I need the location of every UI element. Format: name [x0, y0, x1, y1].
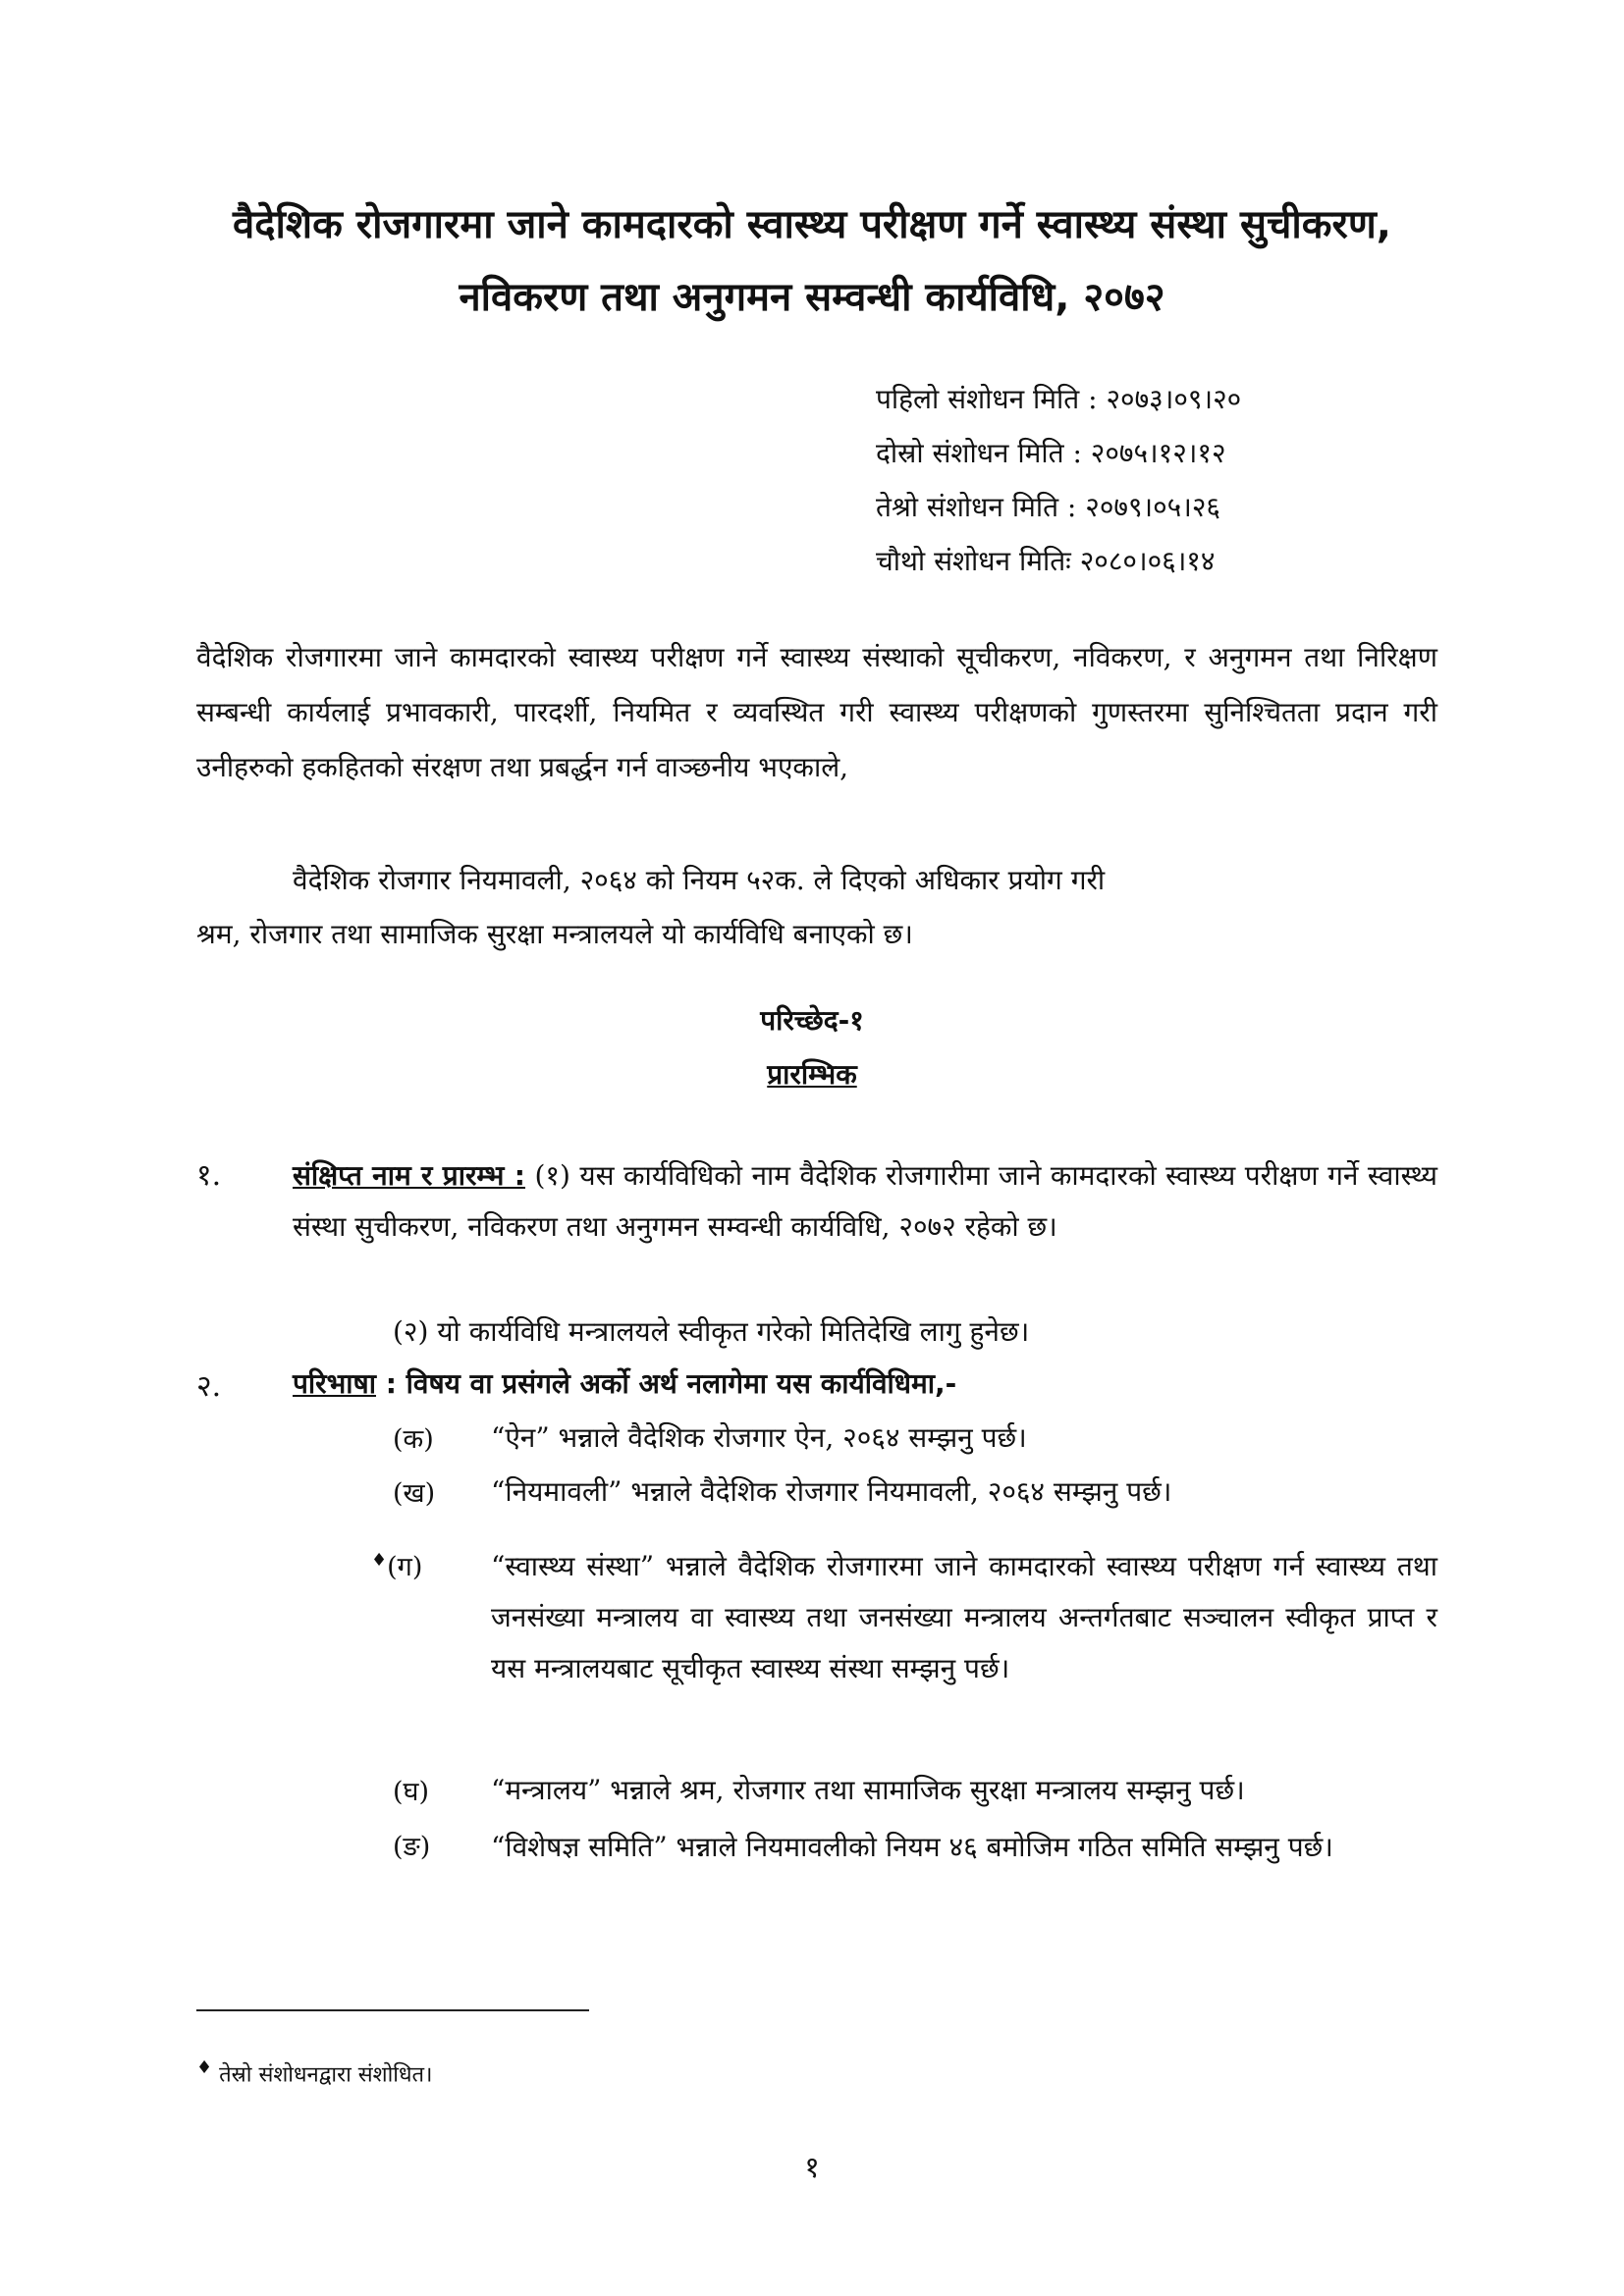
- section-1-number: १.: [196, 1158, 222, 1193]
- amendment-date-3: तेश्रो संशोधन मिति : २०७९।०५।२६: [876, 491, 1220, 523]
- footnote-separator: [196, 2009, 589, 2011]
- amendment-date-1: पहिलो संशोधन मिति : २०७३।०९।२०: [876, 383, 1242, 415]
- section-2-number: २.: [196, 1369, 222, 1404]
- definition-label-nga: (ङ): [393, 1832, 431, 1862]
- definition-label-ga: [371, 1541, 422, 1587]
- document-title-line-1: वैदेशिक रोजगारमा जाने कामदारको स्वास्थ्य परीक्षण गर्ने स्वास्थ्य संस्था सुचीकरण,: [233, 202, 1391, 247]
- definition-text-nga: “विशेषज्ञ समिति” भन्नाले नियमावलीको नियम ४६ बमोजिम गठित समिति सम्झनु पर्छ।: [491, 1831, 1333, 1863]
- definition-text-ka: “ऐन” भन्नाले वैदेशिक रोजगार ऐन, २०६४ सम्झनु पर्छ।: [491, 1421, 1027, 1454]
- definition-label-kha: (ख): [393, 1478, 436, 1509]
- chapter-title: प्रारम्भिक: [767, 1058, 857, 1091]
- section-1-text: (१) यस कार्यविधिको नाम वैदेशिक रोजगारीमा जाने कामदारको स्वास्थ्य परीक्षण गर्ने स्वास्थ्य संस्था सुचीकरण, नविकरण तथा अनुगमन सम्वन्धी कार्यविधि, २०७२ रहेको छ।: [293, 1159, 1437, 1243]
- definition-label-ka: (क): [393, 1424, 434, 1455]
- amendment-marker: ♦: [371, 1550, 388, 1571]
- definition-text-gha: “मन्त्रालय” भन्नाले श्रम, रोजगार तथा सामाजिक सुरक्षा मन्त्रालय सम्झनु पर्छ।: [491, 1774, 1245, 1806]
- preamble-paragraph: वैदेशिक रोजगारमा जाने कामदारको स्वास्थ्य परीक्षण गर्ने स्वास्थ्य संस्थाको सूचीकरण, नविकरण, र अनुगमन तथा निरिक्षण सम्बन्धी कार्यलाई प्रभावकारी, पारदर्शी, नियमित र व्यवस्थित गरी स्वास्थ्य परीक्षणको गुणस्तरमा सुनिश्चितता प्रदान गरी उनीहरुको हकहितको संरक्षण तथा प्रबर्द्धन गर्न वाञ्छनीय भएकाले,: [196, 641, 1437, 783]
- section-1-body: [293, 1150, 1437, 1253]
- section-1-subsection-2: (२) यो कार्यविधि मन्त्रालयले स्वीकृत गरेको मितिदेखि लागु हुनेछ।: [393, 1315, 1030, 1348]
- preamble-authority-line-1: वैदेशिक रोजगार नियमावली, २०६४ को नियम ५२क. ले दिएको अधिकार प्रयोग गरी: [293, 864, 1106, 896]
- definition-text-ga: “स्वास्थ्य संस्था” भन्नाले वैदेशिक रोजगारमा जाने कामदारको स्वास्थ्य परीक्षण गर्न स्वास्थ्य तथा जनसंख्या मन्त्रालय वा स्वास्थ्य तथा जनसंख्या मन्त्रालय अन्तर्गतबाट सञ्चालन स्वीकृत प्राप्त र यस मन्त्रालयबाट सूचीकृत स्वास्थ्य संस्था सम्झनु पर्छ।: [491, 1550, 1437, 1684]
- footnote-text: तेस्रो संशोधनद्वारा संशोधित।: [219, 2062, 433, 2088]
- section-2-intro-text: : विषय वा प्रसंगले अर्को अर्थ नलागेमा यस कार्यविधिमा,-: [375, 1367, 957, 1400]
- definition-text-kha: “नियमावली” भन्नाले वैदेशिक रोजगार नियमावली, २०६४ सम्झनु पर्छ।: [491, 1475, 1172, 1508]
- amendment-date-2: दोस्रो संशोधन मिति : २०७५।१२।१२: [876, 437, 1226, 469]
- chapter-number: परिच्छेद-१: [760, 1004, 864, 1037]
- definition-label-ga-text: (ग): [387, 1552, 423, 1582]
- section-2-heading: परिभाषा: [293, 1367, 376, 1400]
- section-2-intro: [293, 1364, 956, 1404]
- footnote: [196, 2052, 432, 2092]
- preamble-authority-line-2: श्रम, रोजगार तथा सामाजिक सुरक्षा मन्त्रालयले यो कार्यविधि बनाएको छ।: [196, 918, 913, 950]
- section-1-heading: संक्षिप्त नाम र प्रारम्भ :: [293, 1159, 525, 1192]
- footnote-marker: ♦: [196, 2057, 213, 2078]
- document-title-line-2: नविकरण तथा अनुगमन सम्वन्धी कार्यविधि, २०७२: [459, 275, 1165, 320]
- page-number: १: [804, 2151, 820, 2185]
- definition-label-gha: (घ): [393, 1777, 430, 1807]
- amendment-date-4: चौथो संशोधन मितिः २०८०।०६।१४: [876, 545, 1216, 577]
